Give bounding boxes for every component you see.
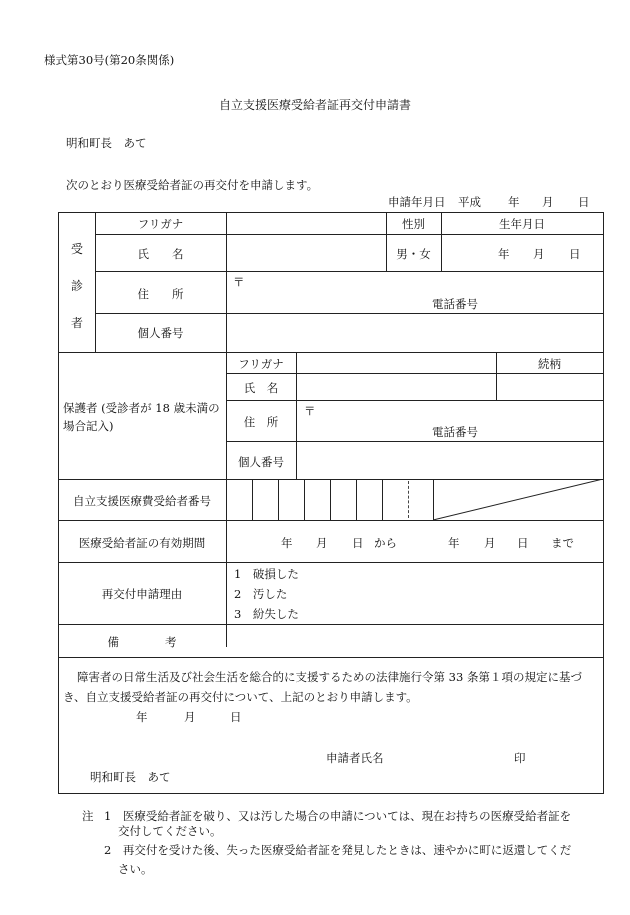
declaration-addressee: 明和町長 あて <box>90 770 171 784</box>
reason-option-lost[interactable]: 3 紛失した <box>234 607 299 621</box>
intro-text: 次のとおり医療受給者証の再交付を申請します。 <box>66 178 319 192</box>
validity-until: まで <box>551 536 574 550</box>
declaration-line2: き、自立支援受給者証の再交付について、上記のとおり申請します。 <box>63 690 418 704</box>
application-date-month: 月 <box>542 195 554 209</box>
notes-prefix: 注 <box>82 809 94 823</box>
guardian-id-label: 個人番号 <box>238 455 284 469</box>
validity-day: 日 <box>352 536 364 550</box>
seal-mark: 印 <box>514 751 526 765</box>
patient-postal-mark: 〒 <box>233 275 245 289</box>
guardian-postal-mark: 〒 <box>304 404 316 418</box>
patient-side-label-1: 受 <box>71 242 84 256</box>
application-date-era: 平成 <box>458 195 481 209</box>
validity-year2: 年 <box>448 536 460 550</box>
application-date-year: 年 <box>508 195 520 209</box>
guardian-phone-label: 電話番号 <box>432 425 478 439</box>
recipient-number-label: 自立支援医療費受給者番号 <box>73 494 211 508</box>
applicant-name-label: 申請者氏名 <box>326 751 384 765</box>
patient-phone-label: 電話番号 <box>432 297 478 311</box>
patient-birth-day: 日 <box>569 247 581 261</box>
validity-day2: 日 <box>517 536 529 550</box>
note2-line2: さい。 <box>118 862 153 876</box>
note2-line1: 2 再交付を受けた後、失った医療受給者証を発見したときは、速やかに町に返還してくだ <box>104 843 572 857</box>
patient-gender-options[interactable]: 男・女 <box>396 247 431 261</box>
reason-option-soiled[interactable]: 2 汚した <box>234 587 288 601</box>
declaration-line1: 障害者の日常生活及び社会生活を総合的に支援するための法律施行令第 33 条第１項の規定に基づ <box>77 670 582 684</box>
patient-side-label-3: 者 <box>71 316 84 330</box>
declaration-date-day: 日 <box>230 710 242 724</box>
guardian-address-label: 住 所 <box>243 415 279 429</box>
patient-side-label-2: 診 <box>71 279 84 293</box>
patient-birth-year: 年 <box>498 247 510 261</box>
reason-label: 再交付申請理由 <box>101 587 183 601</box>
form-number: 様式第30号(第20条関係) <box>44 53 175 67</box>
declaration-date-month: 月 <box>184 710 196 724</box>
validity-year: 年 <box>281 536 293 550</box>
patient-birth-label: 生年月日 <box>499 217 545 231</box>
guardian-label-line2: 場合記入) <box>63 419 114 433</box>
document-title: 自立支援医療受給者証再交付申請書 <box>218 98 411 112</box>
guardian-furigana-label: フリガナ <box>238 357 284 371</box>
reason-option-damaged[interactable]: 1 破損した <box>234 567 299 581</box>
guardian-relation-label: 続柄 <box>538 357 561 371</box>
note1-line2: 交付してください。 <box>118 824 222 838</box>
validity-month2: 月 <box>484 536 496 550</box>
note1-line1: 1 医療受給者証を破り、又は汚した場合の申請については、現在お持ちの医療受給者証を <box>104 809 572 823</box>
declaration-date-year: 年 <box>136 710 148 724</box>
application-date-day: 日 <box>578 195 590 209</box>
validity-label: 医療受給者証の有効期間 <box>78 536 206 550</box>
validity-month: 月 <box>316 536 328 550</box>
guardian-label-line1: 保護者 (受診者が 18 歳未満の <box>63 401 220 415</box>
patient-gender-label: 性別 <box>402 217 425 231</box>
patient-address-label: 住 所 <box>137 287 184 301</box>
patient-name-label: 氏 名 <box>137 247 184 261</box>
patient-birth-month: 月 <box>533 247 545 261</box>
application-date-label: 申請年月日 <box>388 195 446 209</box>
remarks-label: 備 考 <box>107 635 177 649</box>
validity-from: から <box>374 536 397 550</box>
patient-furigana-label: フリガナ <box>137 217 184 231</box>
addressee: 明和町長 あて <box>66 136 147 150</box>
guardian-name-label: 氏 名 <box>243 381 279 395</box>
patient-id-label: 個人番号 <box>137 326 184 340</box>
